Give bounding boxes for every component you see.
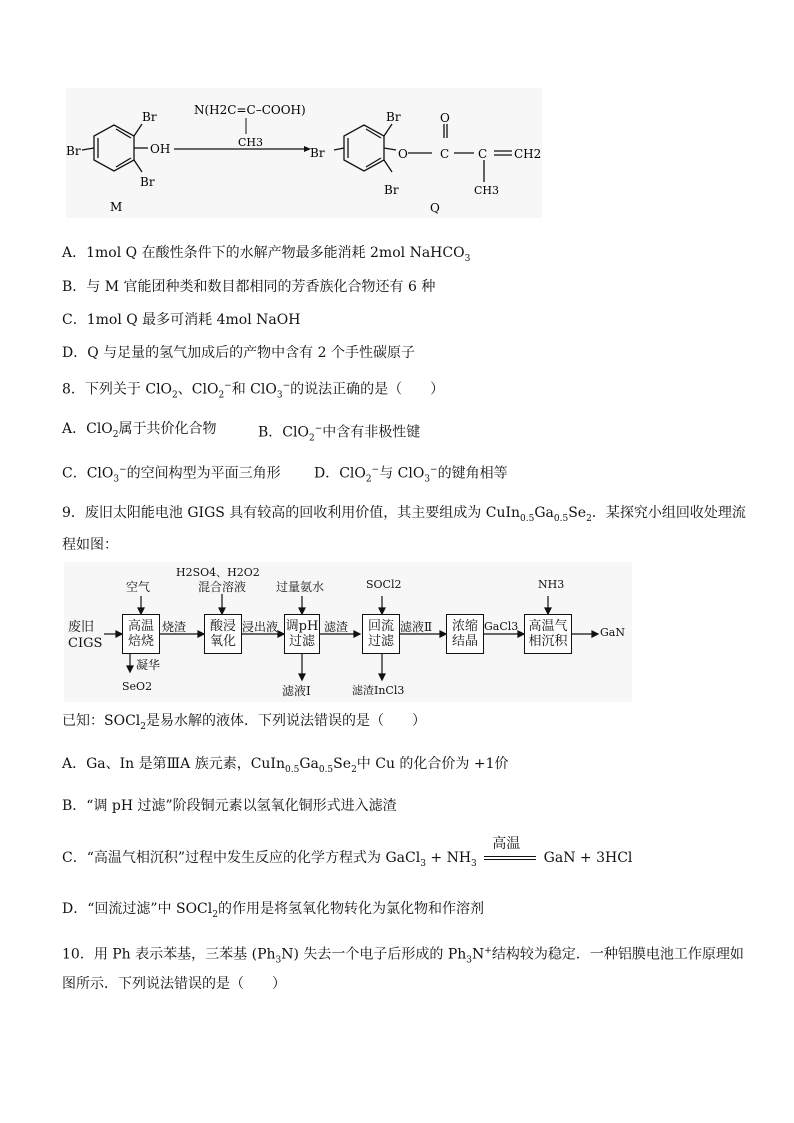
m-oh: OH (150, 142, 171, 156)
q9-option-c (62, 836, 633, 874)
q9-known (62, 711, 426, 737)
q9-option-c-eq-line2 (484, 859, 536, 860)
q9-option-c-condition: 高温 (492, 836, 521, 852)
q8-option-a (62, 419, 217, 445)
q10-line1-n: N (472, 946, 485, 963)
q8-option-b-post: 中含有非极性键 (322, 424, 421, 441)
q-ch3: CH3 (474, 184, 500, 197)
q9-option-a-pre: A．Ga、In 是第ⅢA 族元素，CuIn (62, 756, 285, 772)
q9-option-a-sub2: 0.5 (318, 764, 334, 775)
q8-stem (62, 376, 444, 405)
q9-option-a-sub3: 2 (351, 764, 357, 775)
q8-option-d-post: 的键角相等 (437, 465, 508, 482)
q10-line1-sub2: 3 (466, 955, 473, 966)
q9-option-a-mid: Ga (299, 756, 319, 772)
q9-option-a (62, 754, 509, 780)
q8-option-c (62, 460, 281, 489)
q9-stem-line2: 程如图： (62, 537, 118, 553)
q8-option-d-mid: 与 ClO (379, 465, 425, 482)
q9-option-a-mid2: Se (333, 756, 352, 772)
flow-top-socl2: SOCl2 (366, 578, 402, 591)
flow-top-mixed-solution: 混合溶液 (198, 580, 247, 594)
q-br-top: Br (386, 110, 401, 124)
q8-option-a-post: 属于共价化合物 (118, 421, 217, 437)
q7-option-a-sub: 3 (464, 253, 471, 264)
label-m: M (110, 200, 123, 214)
q8-stem-pre: 8．下列关于 ClO (62, 381, 173, 398)
flow-down-seo2: SeO2 (122, 680, 153, 693)
q-c-alkene: C (478, 147, 488, 161)
q8-option-b-sub: 2 (308, 433, 315, 444)
q9-option-c-condition-arrow (484, 836, 536, 868)
q8-option-c-sup: − (119, 465, 127, 475)
label-q: Q (430, 201, 440, 215)
q10-line1-plus: + (484, 946, 492, 956)
flow-top-nh3: NH3 (538, 578, 565, 591)
flow-box-vapor-deposition: 高温气 相沉积 (524, 614, 572, 654)
flow-box-roasting: 高温 焙烧 (122, 614, 160, 654)
q8-option-c-sub: 3 (113, 474, 120, 485)
flow-top-ammonia: 过量氨水 (276, 580, 325, 594)
q8-option-c-pre: C．ClO (62, 465, 114, 482)
q10-line1-pre: 10．用 Ph 表示苯基，三苯基 (Ph (62, 946, 276, 963)
q8-option-a-pre: A．ClO (62, 421, 113, 437)
q8-option-c-post: 的空间构型为平面三角形 (126, 465, 281, 482)
q8-option-d-sup-b: − (430, 465, 438, 475)
q8-option-b (258, 419, 420, 448)
q9-stem1-pre: 9．废旧太阳能电池 GIGS 具有较高的回收利用价值，其主要组成为 CuIn (62, 505, 521, 521)
q-br-left: Br (310, 146, 325, 160)
q10-stem-line2: 图所示．下列说法错误的是（ ） (62, 976, 286, 992)
q9-option-c-mid: + NH (425, 850, 472, 866)
reaction-scheme-svg (66, 88, 542, 218)
q-ch2: CH2 (514, 147, 542, 161)
m-br-left: Br (66, 144, 81, 158)
q7-option-c: C．1mol Q 最多可消耗 4mol NaOH (62, 312, 301, 328)
q9-option-c-pre: C．“高温气相沉积”过程中发生反应的化学方程式为 GaCl (62, 850, 421, 866)
flow-box-acid-leach: 酸浸 氧化 (204, 614, 242, 654)
benzene-ring-M (82, 124, 148, 172)
q9-option-b: B．“调 pH 过滤”阶段铜元素以氢氧化铜形式进入滤渣 (62, 798, 397, 814)
q7-option-a (62, 243, 470, 269)
q-br-bottom: Br (384, 183, 399, 197)
q9-stem1-mid: Ga (534, 505, 554, 521)
q9-stem1-mid2: Se (568, 505, 587, 521)
q-o-carbonyl: O (440, 111, 450, 125)
q-o-ester: O (398, 147, 408, 161)
flow-box-crystallize: 浓缩 结晶 (446, 614, 484, 654)
reagent-text: N(H2C=C–COOH) (194, 103, 306, 117)
flow-chart (64, 562, 632, 702)
flow-top-h2so4: H2SO4、H2O2 (176, 566, 260, 579)
q-c-carbonyl: C (440, 147, 450, 161)
q8-stem-post: 的说法正确的是（ ） (290, 381, 445, 398)
flow-output-gan: GaN (600, 626, 625, 639)
q8-option-d-pre: D．ClO (314, 465, 366, 482)
q9-stem1-sub1: 0.5 (520, 513, 535, 524)
q8-stem-sub-a: 2 (172, 390, 178, 401)
flow-arrow-label-filtrate2: 滤液Ⅱ (400, 620, 433, 634)
q8-option-b-sup: − (314, 424, 323, 434)
q8-option-d-sub-b: 3 (424, 474, 431, 485)
q8-stem-mid1: 、ClO (177, 381, 219, 398)
q7-option-d: D．Q 与足量的氢气加成后的产物中含有 2 个手性碳原子 (62, 345, 415, 361)
q9-stem1-sub3: 2 (586, 513, 592, 524)
flow-down-filtrate1: 滤液Ⅰ (282, 684, 311, 698)
q10-line1-post: 结构较为稳定．一种铝膜电池工作原理如 (491, 946, 744, 963)
flow-down-sublimation: 凝华 (136, 658, 161, 672)
reaction-scheme (66, 88, 542, 218)
q8-stem-sup-b: − (224, 381, 232, 391)
q9-known-post: 是易水解的液体．下列说法错误的是（ ） (146, 713, 426, 729)
q8-option-d-sub-a: 2 (365, 474, 372, 485)
q8-stem-sub-c: 3 (276, 390, 283, 401)
q9-option-c-post: GaN + 3HCl (543, 850, 633, 866)
q10-line1-mid: N) 失去一个电子后形成的 Ph (281, 946, 467, 963)
flow-arrow-label-slag: 烧渣 (162, 620, 187, 634)
q10-stem-line1 (62, 941, 744, 970)
q10-line1-sub: 3 (275, 955, 282, 966)
q9-stem-line1 (62, 503, 746, 529)
flow-arrow-label-residue: 滤渣 (324, 620, 349, 634)
m-br-bottom: Br (140, 175, 155, 189)
q9-option-a-sub1: 0.5 (284, 764, 300, 775)
reagent-ch3: CH3 (238, 136, 264, 149)
q8-stem-mid2: 和 ClO (231, 381, 277, 398)
flow-arrow-label-leachate: 浸出液 (242, 620, 279, 634)
flow-box-ph-filter: 调pH 过滤 (284, 614, 320, 654)
q9-stem1-post: ．某探究小组回收处理流 (591, 505, 746, 521)
q8-stem-sub-b: 2 (218, 390, 225, 401)
q9-known-sub: 2 (140, 721, 146, 732)
q9-option-d-sub: 2 (212, 909, 218, 920)
q9-option-c-sub2: 3 (471, 858, 477, 869)
m-br-top: Br (142, 110, 157, 124)
flow-arrow-label-gacl3: GaCl3 (484, 620, 519, 633)
flow-top-air: 空气 (126, 580, 151, 594)
q8-option-d-sup-a: − (371, 465, 380, 475)
q9-option-a-post: 中 Cu 的化合价为 +1价 (356, 756, 509, 772)
q8-option-d (314, 460, 508, 489)
q9-stem1-sub2: 0.5 (553, 513, 569, 524)
q9-option-c-sub1: 3 (420, 858, 426, 869)
q9-option-d (62, 899, 484, 925)
q7-option-a-text: A．1mol Q 在酸性条件下的水解产物最多能消耗 2mol NaHCO (62, 245, 465, 261)
flow-down-incl3: 滤渣InCl3 (352, 684, 405, 697)
q9-option-d-pre: D．“回流过滤”中 SOCl (62, 901, 213, 917)
q8-option-b-pre: B．ClO (258, 424, 309, 441)
q9-known-pre: 已知：SOCl (62, 713, 141, 729)
flow-input: 废旧 CIGS (68, 620, 103, 651)
q9-option-c-eq-line1 (484, 856, 536, 857)
q8-stem-sup-c: − (282, 381, 291, 391)
q7-option-b: B．与 M 官能团种类和数目都相同的芳香族化合物还有 6 种 (62, 279, 436, 295)
q8-option-a-sub: 2 (112, 429, 119, 440)
q9-option-d-post: 的作用是将氢氧化物转化为氯化物和作溶剂 (217, 901, 484, 917)
flow-box-reflux-filter: 回流 过滤 (362, 614, 400, 654)
